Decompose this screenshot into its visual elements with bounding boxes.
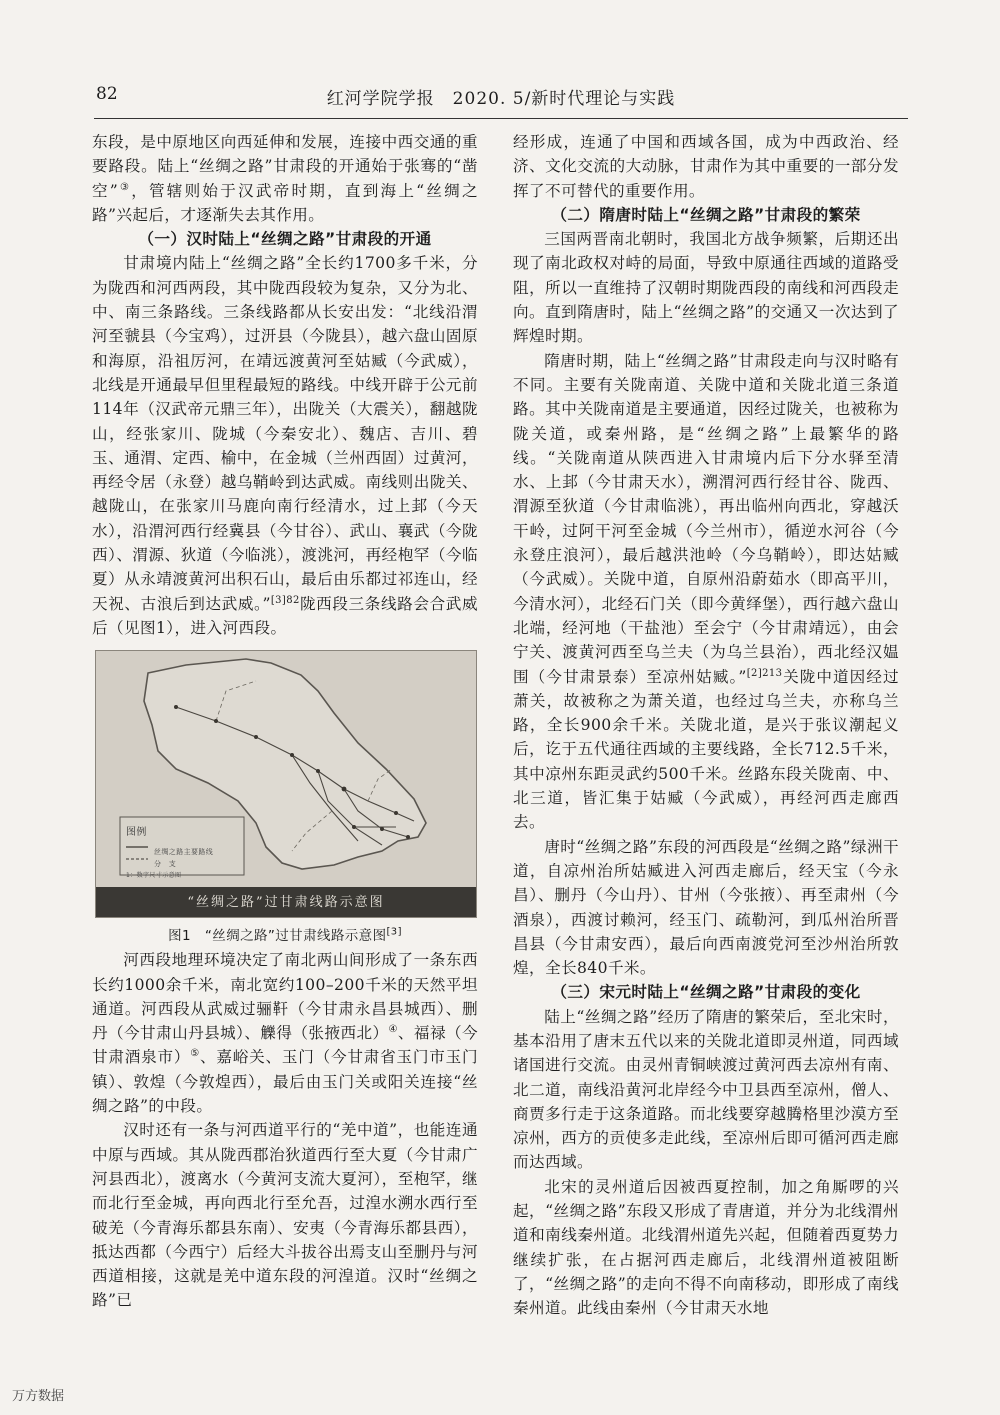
- paragraph: 隋唐时期，陆上“丝绸之路”甘肃段走向与汉时略有不同。主要有关陇南道、关陇中道和关陇北道三条道路。其中关陇南道是主要通道，因经过陇关，也被称为陇关道，或秦州路，是“丝绸之路”上最繁华的路线。“关陇南道从陕西进入甘肃境内后下分水驿至清水、上邽（今甘肃天水），溯渭河西行经甘谷、陇西、渭源至狄道（今甘肃临洮），再出临州向西北，穿越沃干岭，过阿干河至金城（今兰州市），循逆水河谷（今永登庄浪河），最后越洪池岭（今乌鞘岭），即达姑臧（今武威）。关陇中道，自原州沿蔚茹水（即高平川，今清水河），北经石门关（即今黄绎堡），西行越六盘山北端，经河地（干盐池）至会宁（今甘肃靖远），由会宁关、渡黄河西至乌兰夫（为乌兰县治），西北经汉媪围（今甘肃景泰）至凉州姑臧。”$^{[2]213}$关陇中道因经过萧关，故被称之为萧关道，也经过乌兰夫，亦称乌兰路，全长900余千米。关陇北道，是兴于张议潮起义后，讫于五代通往西域的主要线路，全长712.5千米，其中凉州东距灵武约500千米。丝路东段关陇南、中、北三道，皆汇集于姑臧（今武威），再经河西走廊西去。: [513, 351, 899, 832]
- paragraph: 东段，是中原地区向西延伸和发展，连接中西交通的重要路段。陆上“丝绸之路”甘肃段的开通始于张骞的“凿空”③，管辖则始于汉武帝时期，直到海上“丝绸之路”兴起后，才逐渐失去其作用。: [92, 133, 478, 224]
- running-header: [96, 84, 906, 112]
- paragraph: 经形成，连通了中国和西域各国，成为中西政治、经济、文化交流的大动脉，甘肃作为其中重要的一部分发挥了不可替代的重要作用。: [513, 133, 899, 200]
- footnote-mark: ③: [118, 181, 132, 193]
- section-heading: （三）宋元时陆上“丝绸之路”甘肃段的变化: [551, 983, 861, 1002]
- page-number: 82: [96, 84, 118, 104]
- figure-map: [95, 650, 477, 918]
- right-column: [513, 130, 899, 1321]
- paragraph: 三国两晋南北朝时，我国北方战争频繁，后期还出现了南北政权对峙的局面，导致中原通往西域的道路受阻，所以一直维持了汉朝时期陇西段的南线和河西段走向。直到隋唐时，陆上“丝绸之路”的交通又一次达到了辉煌时期。: [513, 230, 899, 346]
- paragraph: 河西段地理环境决定了南北两山间形成了一条东西长约1000余千米，南北宽约100–200千米的天然平坦通道。河西段从武威过骊靬（今甘肃永昌县城西）、删丹（今甘肃山丹县城）、觻得（张掖西北）④、福禄（今甘肃酒泉市）⑤、嘉峪关、玉门（今甘肃省玉门市玉门镇）、敦煌（今敦煌西），最后由玉门关或阳关连接“丝绸之路”的中段。: [92, 951, 478, 1116]
- paragraph: 唐时“丝绸之路”东段的河西段是“丝绸之路”绿洲干道，自凉州治所姑臧进入河西走廊后，经天宝（今永昌）、删丹（今山丹）、甘州（今张掖）、再至肃州（今酒泉），西渡讨赖河，经玉门、疏勒河，到瓜州治所晋昌县（今甘肃安西），最后向西南渡党河至沙州治所敦煌，全长840千米。: [513, 837, 899, 978]
- paragraph: 北宋的灵州道后因被西夏控制，加之角厮啰的兴起，“丝绸之路”东段又形成了青唐道，并分为北线渭州道和南线秦州道。北线渭州道先兴起，但随着西夏势力继续扩张，在占据河西走廊后，北线渭州道被阻断了，“丝绸之路”的走向不得不向南移动，即形成了南线秦州道。此线由秦州（今甘肃天水地: [513, 1177, 899, 1318]
- section-heading: （一）汉时陆上“丝绸之路”甘肃段的开通: [138, 230, 432, 249]
- figure-inner-title: “丝绸之路”过甘肃线路示意图: [187, 895, 385, 911]
- footnote-mark: ⑤: [190, 1048, 200, 1060]
- paragraph: 陆上“丝绸之路”经历了隋唐的繁荣后，至北宋时，基本沿用了唐末五代以来的关陇北道即灵州道，同西域诸国进行交流。由灵州青铜峡渡过黄河西去凉州有南、北二道，南线沿黄河北岸经今中卫县西至凉州，僧人、商贾多行走于这条道路。而北线要穿越腾格里沙漠方至凉州，西方的贡使多走此线，至凉州后即可循河西走廊而达西域。: [513, 1007, 899, 1172]
- legend-item: 1：数字尺寸示意图: [126, 872, 182, 880]
- footer-source: 万方数据: [12, 1389, 65, 1404]
- legend-item: 分 支: [154, 860, 177, 869]
- section-heading: （二）隋唐时陆上“丝绸之路”甘肃段的繁荣: [551, 205, 861, 224]
- journal-title: 红河学院学报 2020. 5/新时代理论与实践: [326, 89, 676, 109]
- paragraph: 甘肃境内陆上“丝绸之路”全长约1700多千米，分为陇西和河西两段，其中陇西段较为复杂，又分为北、中、南三条路线。三条线路都从长安出发：“北线沿渭河至虢县（今宝鸡），过汧县（今陇县），越六盘山固原和海原，沿祖厉河，在靖远渡黄河至姑臧（今武威），北线是开通最早但里程最短的路线。中线开辟于公元前114年（汉武帝元鼎三年），出陇关（大震关），翻越陇山，经张家川、陇城（今秦安北）、魏店、吉川、碧玉、通渭、定西、榆中，在金城（兰州西固）过黄河，再经令居（永登）越乌鞘岭到达武威。南线则出陇关、越陇山，在张家川马鹿向南行经清水，过上邽（今天水），沿渭河西行经冀县（今甘谷）、武山、襄武（今陇西）、渭源、狄道（今临洮），渡洮河，再经枹罕（今临夏）从永靖渡黄河出积石山，最后由乐都过祁连山，经天祝、古浪后到达武威。”$^{[3]82}$陇西段三条线路会合武威后（见图1），进入河西段。: [92, 254, 478, 637]
- citation: [3]: [386, 926, 402, 938]
- legend-item: 丝绸之路主要路线: [154, 848, 214, 857]
- citation: [3]82: [270, 594, 300, 606]
- figure-caption: 图1 “丝绸之路”过甘肃线路示意图[3]: [168, 926, 402, 945]
- header-rule: [94, 118, 908, 119]
- paragraph: 汉时还有一条与河西道平行的“羌中道”，也能连通中原与西域。其从陇西郡治狄道西行至大夏（今甘肃广河县西北），渡离水（今黄河支流大夏河），至枹罕，继而北行至金城，再向西北行至允吾，过湟水溯水西行至破羌（今青海乐都县东南）、安夷（今青海乐都县西），抵达西都（今西宁）后经大斗拔谷出焉支山至删丹与河西道相接，这就是羌中道东段的河湟道。汉时“丝绸之路”已: [92, 1121, 478, 1310]
- left-column: [92, 130, 478, 1313]
- legend-title: 图例: [126, 827, 147, 839]
- footnote-mark: ④: [388, 1023, 398, 1035]
- citation: [2]213: [746, 667, 783, 679]
